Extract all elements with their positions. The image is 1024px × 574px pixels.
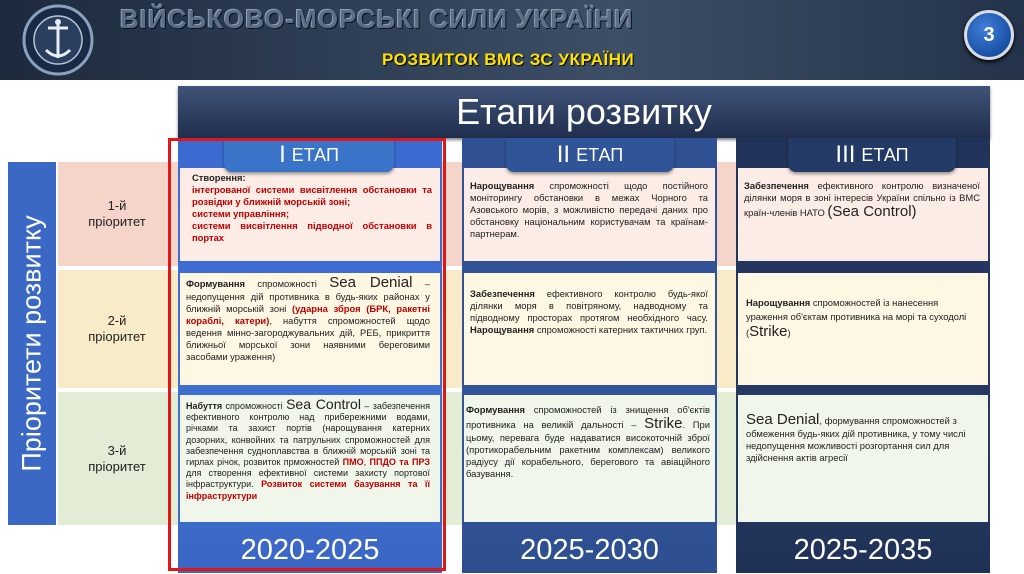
cell-3-1-term: Sea Control [286, 399, 361, 412]
stages-banner: Етапи розвитку [178, 86, 990, 138]
stage-3-tab [788, 138, 956, 172]
cell-2-1-text2: – недопущення дій противника в будь-яких районах у ближній морській зоні [186, 278, 430, 314]
cell-3-1-text3: для створення ефективної системи захисту портової інфраструктури. [186, 468, 430, 490]
cell-3-2-term: Strike [644, 415, 683, 432]
cell-3-2 [466, 404, 710, 480]
cell-2-3-text: спроможностей із нанесення ураження об'єктам противника на морі та суходолі ( [746, 297, 967, 338]
cell-2-2 [470, 288, 708, 336]
cell-3-2-lead: Формування [466, 404, 526, 415]
cell-1-2 [470, 180, 708, 240]
cell-2-2-text1: ефективного контролю будь-якої ділянки моря в повітряному, надводному та підводному просторах протягом необхідного часу. [470, 288, 708, 323]
stage-1-roman: І [279, 141, 286, 168]
cell-3-1-text2: – забезпечення ефективного контролю над прибережними водами, річками та захист портів (нарощування катерних дозорних, конвойних та патрульних спроможностей для забезпечення судноплавства в ближній морській зоні та гирлах річок, розвиток прможностей [186, 401, 430, 468]
cell-2-3 [746, 296, 980, 340]
cell-1-2-text: спроможності щодо постійного моніторингу обстановки в межах Чорного та Азовського морів, з можливістю передачі даних про обстановку національним користувачам та країнам-партнерам. [470, 180, 708, 239]
stage-2-tab [506, 138, 674, 172]
priority-2-label: 2-й пріоритет [88, 313, 146, 344]
cell-3-1-text1: спроможності [222, 401, 287, 411]
org-title: ВІЙСЬКОВО-МОРСЬКІ СИЛИ УКРАЇНИ [120, 4, 634, 34]
cell-2-2-lead: Забезпечення [470, 288, 535, 299]
cell-3-2-text2: . При цьому, перевага буде надаватися високоточній зброї (протикорабельним ракетним комплексам) великого радіусу дії корабельного, берегового та авіаційного базування. [466, 419, 710, 479]
cell-1-3-text: ефективного контролю визначеної ділянки моря в зоні інтересів України спільно із ВМС країн-членів НАТО [744, 180, 980, 218]
cell-2-3-end: ) [787, 327, 791, 338]
priorities-side-text: Пріоритети розвитку [16, 215, 47, 472]
cell-2-1-lead: Формування [186, 278, 246, 289]
cell-2-1-red: (ударна зброя (БРК, ракетні кораблі, катери) [186, 303, 430, 326]
cell-3-1-red1: ПМО [342, 457, 364, 468]
cell-2-1-text3: , набуття спроможностей щодо ведення мінно-загороджувальних дій, РЕБ, прикриття ближньої морської зони наявними береговими засобами ураження) [186, 315, 430, 362]
cell-3-3 [746, 412, 980, 464]
cell-2-3-lead: Нарощування [746, 297, 811, 308]
cell-1-3-term: (Sea Control) [827, 203, 917, 220]
cell-3-2-text1: спроможностей із знищення об'єктів противника на великій дальності – [466, 404, 710, 430]
cell-3-1-lead: Набуття [186, 401, 223, 411]
cell-3-1-red3: Розвиток системи базування та її інфраструктури [186, 479, 430, 501]
current-stage-highlight-frame [168, 138, 446, 571]
cell-2-1-text1: спроможності [245, 278, 330, 289]
priority-3-label: 3-й пріоритет [88, 442, 146, 474]
cell-2-2-lead2: Нарощування [470, 324, 535, 335]
cell-3-1-mid: , [363, 457, 370, 468]
stage-2-years: 2025-2030 [520, 533, 659, 566]
page-subtitle: РОЗВИТОК ВМС ЗС УКРАЇНИ [382, 50, 635, 69]
cell-1-3-lead: Забезпечення [744, 180, 809, 191]
cell-1-1-line2: системи управління; [192, 208, 290, 219]
cell-2-1-term: Sea Denial [329, 275, 413, 291]
stage-3-roman: ІІІ [835, 141, 856, 168]
cell-1-1-line1: інтегрованої системи висвітлення обстановки та розвідки у ближній морській зоні; [192, 184, 432, 207]
navy-emblem-icon [8, 2, 108, 78]
cell-1-2-lead: Нарощування [470, 180, 535, 191]
cell-3-3-term: Sea Denial [746, 412, 820, 428]
stage-2-word: ЕТАП [576, 144, 624, 165]
stage-3-years: 2025-2035 [793, 533, 933, 566]
cell-3-3-text: , формування спроможностей з обмеження будь-яких дій противника, у тому числі недопущення можливості розгортання сил для здійснення актів агресії [746, 415, 966, 463]
cell-1-3 [744, 180, 980, 220]
cell-2-2-text2: спроможності катерних тактичних груп. [534, 324, 708, 335]
stage-1-word: ЕТАП [291, 144, 339, 165]
page-number-badge: 3 [964, 10, 1014, 60]
cell-3-1-red2: ППДО та ПРЗ [369, 457, 430, 468]
stage-3-word: ЕТАП [861, 144, 909, 165]
stage-2-roman: ІІ [556, 141, 571, 168]
header-bar [0, 0, 1024, 80]
cell-1-1-lead: Створення: [192, 172, 246, 183]
priority-1-label: 1-й пріоритет [88, 198, 146, 229]
cell-2-3-term: Strike [749, 323, 788, 340]
stage-1-years: 2020-2025 [240, 533, 380, 566]
cell-1-1-line3: системи висвітлення підводної обстановки в портах [192, 220, 432, 243]
priorities-side-label [8, 162, 56, 525]
